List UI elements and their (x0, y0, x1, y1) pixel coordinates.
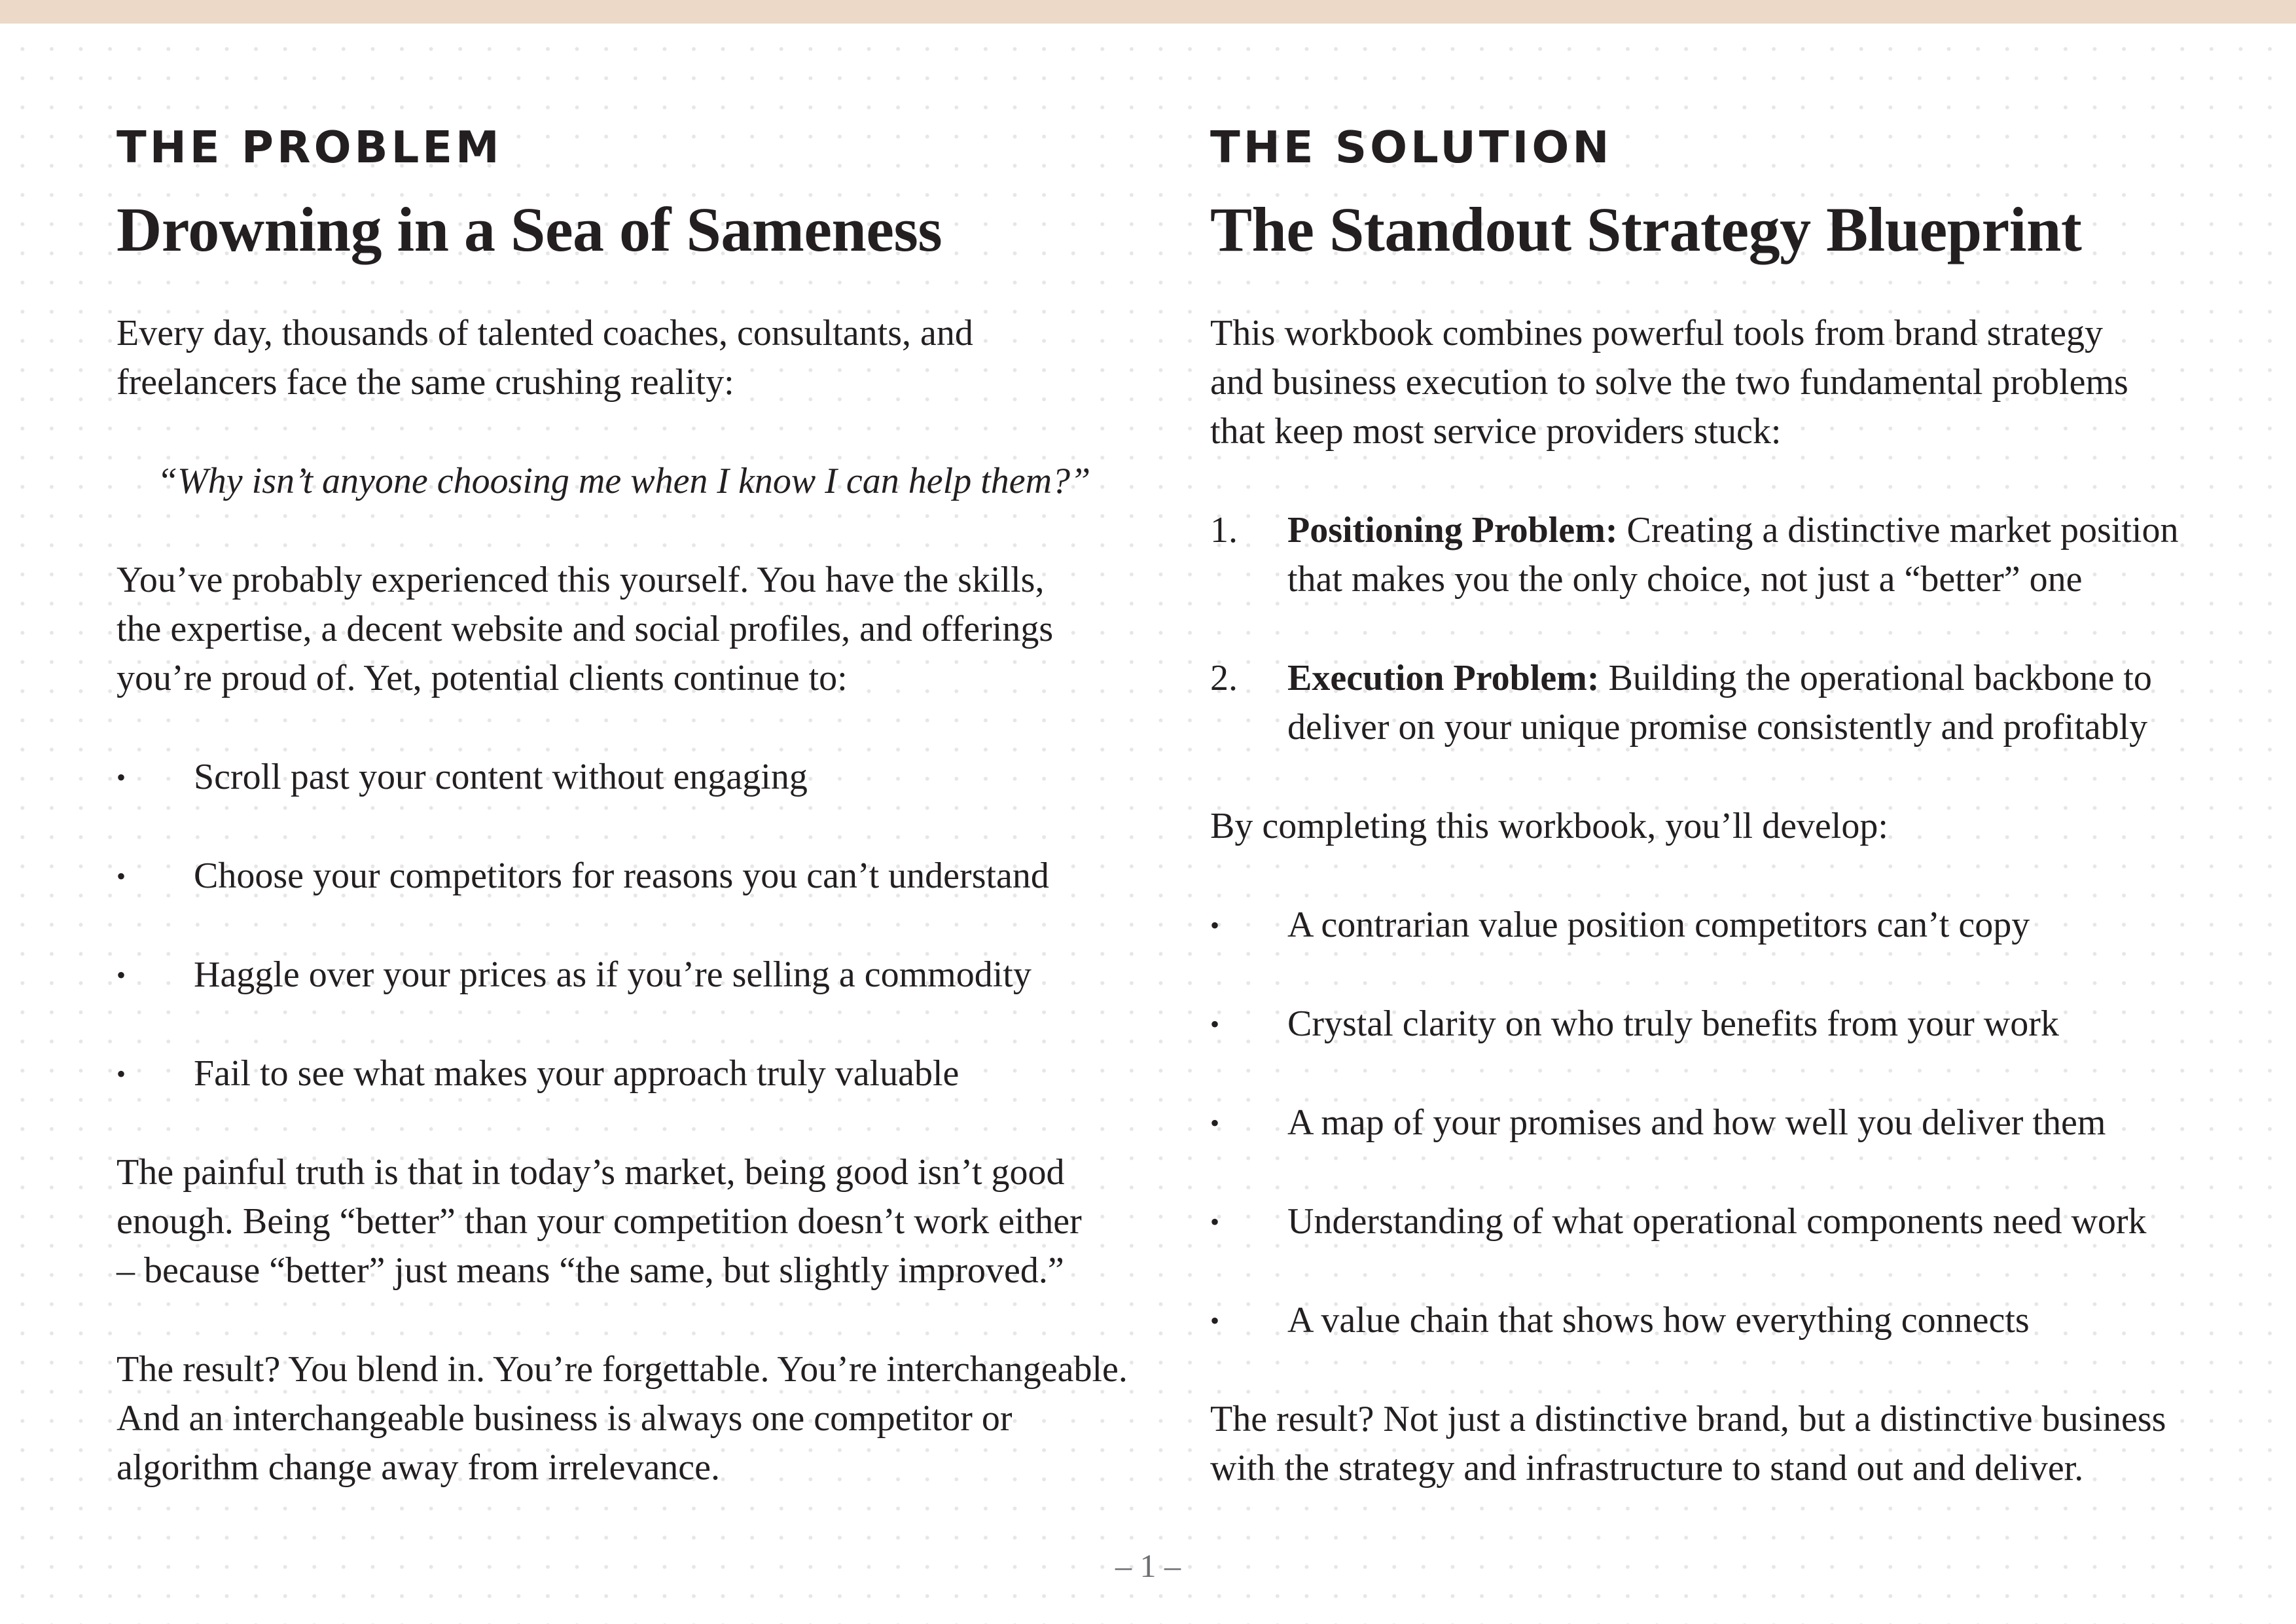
problem-bullet: • Haggle over your prices as if you’re selling a commodity (117, 950, 1118, 1000)
item-label: Execution Problem: (1287, 658, 1600, 698)
bullet-marker: • (1210, 1207, 1220, 1236)
item-number: 2. (1210, 658, 1238, 698)
bullet-marker: • (1210, 1306, 1220, 1335)
problem-bullet: • Choose your competitors for reasons you can’t understand (117, 852, 1118, 901)
solution-bullet: • A value chain that shows how everything connects (1210, 1296, 2212, 1345)
item-label: Positioning Problem: (1287, 510, 1618, 550)
bullet-marker: • (1210, 1108, 1220, 1138)
problem-bullet: • Scroll past your content without engaging (117, 753, 1118, 802)
solution-bullet: • A map of your promises and how well you deliver them (1210, 1098, 2212, 1147)
numbered-item-positioning: 1. Positioning Problem: Creating a distinctive market position that makes you the only choice, not just a “better” one (1210, 506, 2212, 604)
problem-headline: Drowning in a Sea of Sameness (117, 194, 942, 264)
problem-paragraph-skills: You’ve probably experienced this yourself. You have the skills, the expertise, a decent website and social profiles, and offerings you’re proud of. Yet, potential clients continue to: (117, 560, 1054, 698)
problem-paragraph-truth: The painful truth is that in today’s market, being good isn’t good enough. Being “better” than your competition doesn’t work either – because “better” just means “the same, but slightly improved.” (117, 1152, 1082, 1291)
problem-quote: “Why isn’t anyone choosing me when I know I can help them?” (157, 461, 1091, 501)
problem-intro: Every day, thousands of talented coaches, consultants, and freelancers face the same crushing reality: (117, 313, 973, 403)
develop-intro: By completing this workbook, you’ll develop: (1210, 806, 1888, 846)
solution-bullet: • A contrarian value position competitors can’t copy (1210, 901, 2212, 950)
solution-result: The result? Not just a distinctive brand, but a distinctive business with the strategy and infrastructure to stand out and deliver. (1210, 1399, 2166, 1489)
bullet-marker: • (117, 861, 126, 891)
numbered-item-execution: 2. Execution Problem: Building the operational backbone to deliver on your unique promise consistently and profitably (1210, 654, 2212, 752)
problem-bullet: • Fail to see what makes your approach truly valuable (117, 1049, 1118, 1098)
item-number: 1. (1210, 510, 1238, 550)
problem-paragraph-result: The result? You blend in. You’re forgettable. You’re interchangeable. And an interchangeable business is always one competitor or algorithm change away from irrelevance. (117, 1349, 1128, 1488)
solution-intro: This workbook combines powerful tools from brand strategy and business execution to solve the two fundamental problems that keep most service providers stuck: (1210, 313, 2128, 452)
page-number: – 1 – (1115, 1547, 1181, 1584)
bullet-marker: • (1210, 911, 1220, 940)
problem-eyebrow: THE PROBLEM (117, 122, 503, 173)
solution-eyebrow: THE SOLUTION (1210, 122, 1613, 173)
solution-bullet: • Crystal clarity on who truly benefits from your work (1210, 1000, 2212, 1049)
problem-column (117, 121, 1128, 1492)
solution-headline: The Standout Strategy Blueprint (1210, 194, 2082, 264)
top-accent-band (0, 0, 2296, 24)
bullet-marker: • (117, 960, 126, 990)
bullet-marker: • (117, 1059, 126, 1089)
bullet-marker: • (117, 763, 126, 792)
solution-bullet: • Understanding of what operational components need work (1210, 1197, 2212, 1246)
bullet-marker: • (1210, 1009, 1220, 1039)
solution-column (1210, 121, 2212, 1493)
